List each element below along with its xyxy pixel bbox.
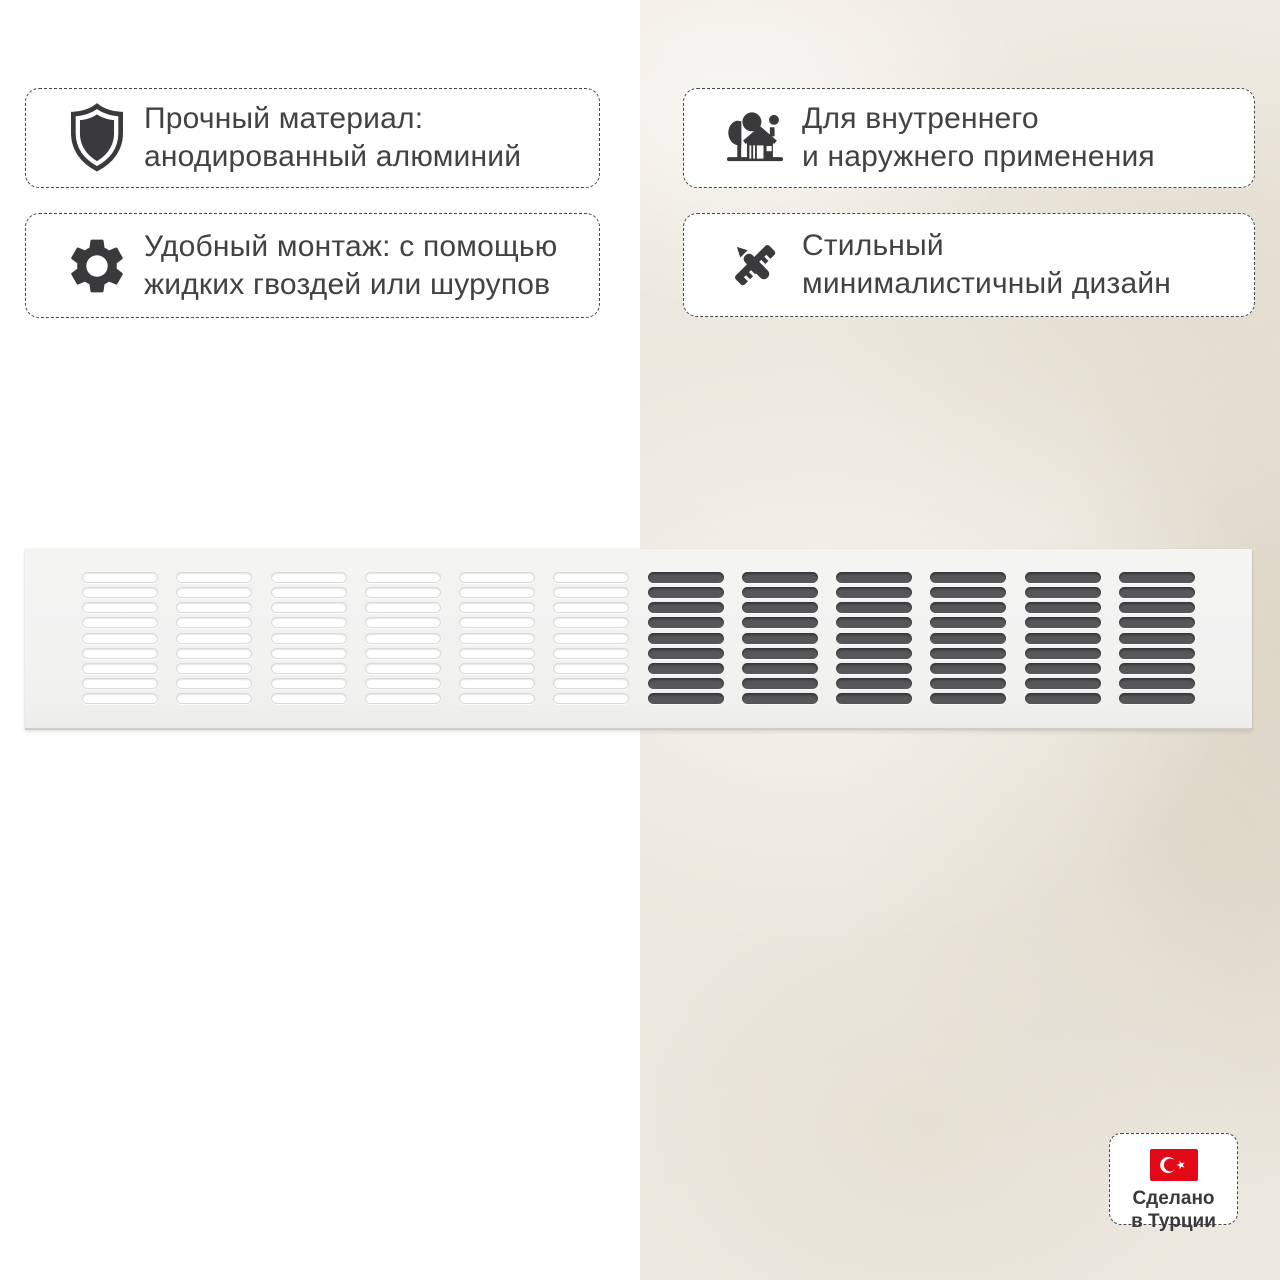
vent-slot <box>365 617 441 628</box>
vent-slot <box>836 663 912 674</box>
vent-slot <box>648 693 724 704</box>
vent-slot <box>836 617 912 628</box>
vent-slot <box>648 617 724 628</box>
vent-slot-column <box>82 549 158 728</box>
vent-slot <box>176 663 252 674</box>
vent-slot-column <box>553 549 629 728</box>
vent-slot <box>742 587 818 598</box>
made-in-turkey-badge <box>1109 1133 1238 1232</box>
vent-slot <box>459 602 535 613</box>
feature-text-material <box>144 100 521 176</box>
vent-slot <box>1025 663 1101 674</box>
vent-slot <box>271 587 347 598</box>
vent-slot-column <box>742 549 818 728</box>
vent-slot <box>553 678 629 689</box>
vent-slot-column <box>1025 549 1101 728</box>
vent-slot <box>459 572 535 583</box>
vent-slot <box>459 693 535 704</box>
vent-slot <box>176 648 252 659</box>
vent-slot <box>176 678 252 689</box>
vent-slot <box>82 648 158 659</box>
vent-slot <box>930 663 1006 674</box>
vent-slot <box>1025 693 1101 704</box>
feature-line: Удобный монтаж: с помощью <box>144 229 558 263</box>
vent-slot <box>836 633 912 644</box>
vent-slot <box>553 633 629 644</box>
vent-slot <box>176 693 252 704</box>
vent-slot <box>1119 693 1195 704</box>
vent-slot <box>553 572 629 583</box>
vent-slot <box>271 633 347 644</box>
shield-icon <box>64 101 130 175</box>
vent-slot <box>930 602 1006 613</box>
vent-slot <box>742 663 818 674</box>
vent-slot <box>742 602 818 613</box>
vent-slot <box>836 648 912 659</box>
vent-slot <box>553 693 629 704</box>
vent-slot <box>1119 617 1195 628</box>
vent-slot <box>648 633 724 644</box>
vent-slot <box>742 617 818 628</box>
turkey-flag-icon <box>1150 1149 1198 1181</box>
vent-slot <box>365 663 441 674</box>
vent-slot <box>271 617 347 628</box>
vent-slot <box>836 572 912 583</box>
feature-line: Для внутреннего <box>802 102 1039 135</box>
vent-slot <box>459 617 535 628</box>
vent-slot <box>930 572 1006 583</box>
vent-slot <box>459 587 535 598</box>
vent-slot-column <box>930 549 1006 728</box>
vent-slot <box>271 648 347 659</box>
vent-slot <box>930 633 1006 644</box>
feature-line: анодированный алюминий <box>144 140 522 173</box>
vent-slot <box>82 663 158 674</box>
vent-slot <box>930 678 1006 689</box>
ventilation-grille-product <box>25 549 1252 730</box>
made-in-text <box>1131 1187 1216 1233</box>
vent-slot <box>176 587 252 598</box>
vent-slot <box>176 572 252 583</box>
vent-slot <box>82 572 158 583</box>
vent-slot <box>271 678 347 689</box>
vent-slot <box>365 693 441 704</box>
vent-slot <box>459 678 535 689</box>
vent-slot-column <box>836 549 912 728</box>
vent-slot <box>742 648 818 659</box>
feature-box-usage <box>683 88 1255 188</box>
feature-box-design <box>683 213 1255 317</box>
feature-line: Прочный материал: <box>144 102 424 135</box>
vent-slot <box>271 663 347 674</box>
vent-slot-column <box>1119 549 1195 728</box>
vent-slot <box>1119 587 1195 598</box>
vent-slot <box>82 617 158 628</box>
feature-text-design <box>802 227 1171 303</box>
vent-slot <box>553 617 629 628</box>
vent-slot <box>742 693 818 704</box>
vent-slot <box>1025 587 1101 598</box>
feature-line: минималистичный дизайн <box>802 267 1172 300</box>
vent-slot <box>836 602 912 613</box>
vent-slot <box>365 572 441 583</box>
vent-slot <box>176 602 252 613</box>
vent-slot <box>176 617 252 628</box>
vent-slot <box>365 648 441 659</box>
vent-slot <box>648 587 724 598</box>
vent-slot <box>1025 572 1101 583</box>
feature-text-usage <box>802 100 1155 176</box>
vent-slot <box>1025 633 1101 644</box>
vent-slot <box>82 678 158 689</box>
feature-line: Стильный <box>802 229 944 262</box>
vent-slot <box>1025 602 1101 613</box>
vent-slot <box>1119 602 1195 613</box>
vent-slot <box>176 633 252 644</box>
vent-slot <box>365 633 441 644</box>
gear-icon <box>64 229 130 303</box>
feature-box-mounting <box>25 213 600 318</box>
vent-slot <box>648 602 724 613</box>
feature-box-material <box>25 88 600 188</box>
feature-text-mounting <box>144 228 557 304</box>
vent-slot <box>82 633 158 644</box>
vent-slot <box>1119 633 1195 644</box>
pencil-ruler-icon <box>722 228 788 302</box>
vent-slot <box>648 648 724 659</box>
vent-slot <box>1119 663 1195 674</box>
vent-slot <box>930 587 1006 598</box>
vent-slot <box>1025 648 1101 659</box>
vent-slot <box>648 572 724 583</box>
vent-slot <box>82 587 158 598</box>
vent-slot <box>1119 572 1195 583</box>
vent-slot <box>82 693 158 704</box>
vent-slot <box>553 648 629 659</box>
vent-slot <box>553 663 629 674</box>
vent-slot-column <box>271 549 347 728</box>
vent-slot <box>742 572 818 583</box>
vent-slot <box>82 602 158 613</box>
vent-slot <box>365 678 441 689</box>
vent-slot <box>553 587 629 598</box>
vent-slot <box>930 693 1006 704</box>
vent-slot <box>365 587 441 598</box>
vent-slot <box>365 602 441 613</box>
vent-slot <box>648 678 724 689</box>
vent-slot <box>553 602 629 613</box>
vent-slot <box>459 633 535 644</box>
made-in-line: Сделано <box>1132 1188 1215 1209</box>
vent-slot <box>459 663 535 674</box>
made-in-line: в Турции <box>1131 1211 1216 1232</box>
vent-slot-column <box>176 549 252 728</box>
vent-slot <box>271 572 347 583</box>
vent-slot <box>1119 648 1195 659</box>
vent-slot <box>271 693 347 704</box>
vent-slot <box>836 587 912 598</box>
vent-slot-column <box>365 549 441 728</box>
feature-line: и наружнего применения <box>802 140 1155 173</box>
vent-slot-column <box>459 549 535 728</box>
vent-slot <box>930 648 1006 659</box>
vent-slot <box>930 617 1006 628</box>
vent-slot <box>271 602 347 613</box>
house-outdoors-icon <box>722 101 788 175</box>
feature-line: жидких гвоздей или шурупов <box>144 267 551 301</box>
vent-slot-column <box>648 549 724 728</box>
vent-slot <box>742 633 818 644</box>
vent-slot <box>1025 678 1101 689</box>
vent-slot <box>742 678 818 689</box>
vent-slot <box>1025 617 1101 628</box>
vent-slot <box>459 648 535 659</box>
vent-slot <box>836 693 912 704</box>
vent-slot <box>648 663 724 674</box>
vent-slot <box>836 678 912 689</box>
vent-slot <box>1119 678 1195 689</box>
